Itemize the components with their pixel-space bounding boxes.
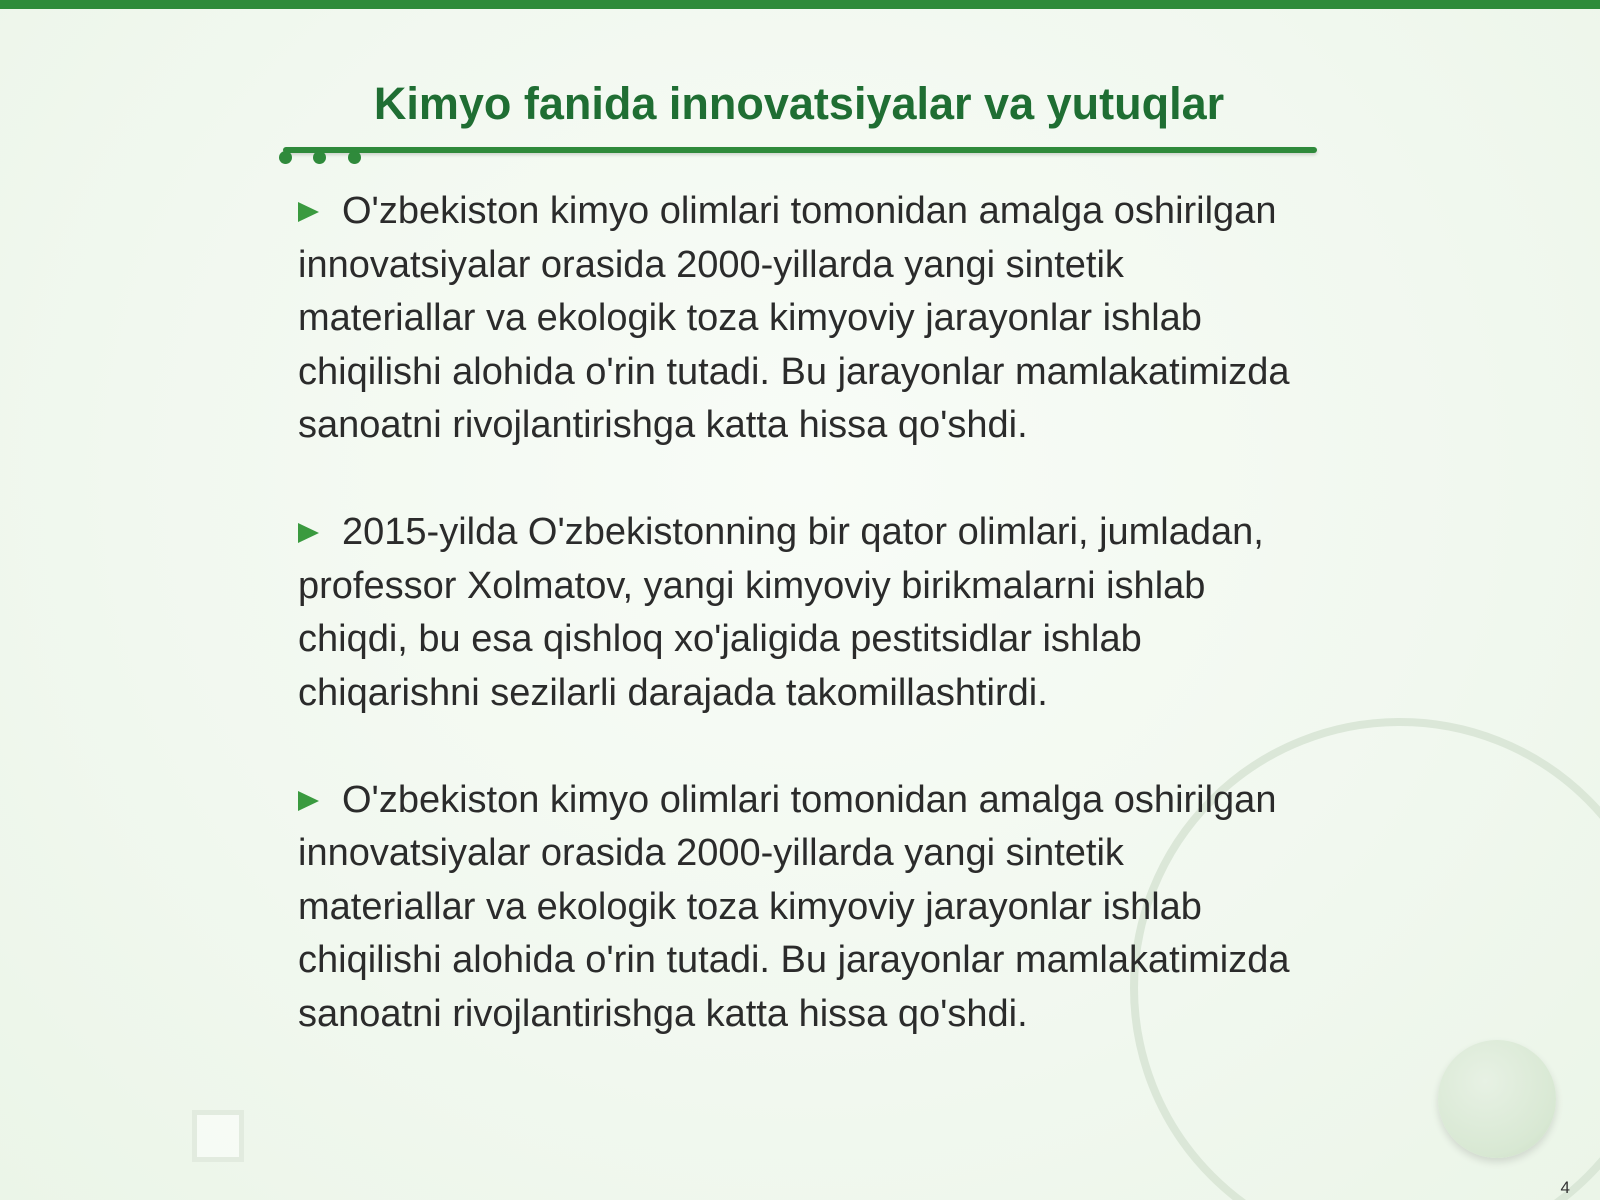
slide-title: Kimyo fanida innovatsiyalar va yutuqlar — [373, 78, 1225, 129]
bullet-list — [298, 185, 1308, 1095]
triangle-bullet-icon — [298, 202, 319, 222]
underline-dot — [313, 151, 326, 164]
underline-dot — [348, 151, 361, 164]
triangle-bullet-icon — [298, 523, 319, 543]
triangle-bullet-icon — [298, 791, 319, 811]
bullet-paragraph — [298, 506, 1308, 720]
bullet-text: O'zbekiston kimyo olimlari tomonidan amalga oshirilgan innovatsiyalar orasida 2000-yillarda yangi sintetik materiallar va ekologik toza kimyoviy jarayonlar ishlab chiqilishi alohida o'rin tutadi. Bu jarayonlar mamlakatimizda sanoatni rivojlantirishga katta hissa qo'shdi. — [298, 778, 1290, 1035]
underline-dot — [279, 151, 292, 164]
bullet-text: O'zbekiston kimyo olimlari tomonidan amalga oshirilgan innovatsiyalar orasida 2000-yillarda yangi sintetik materiallar va ekologik toza kimyoviy jarayonlar ishlab chiqilishi alohida o'rin tutadi. Bu jarayonlar mamlakatimizda sanoatni rivojlantirishga katta hissa qo'shdi. — [298, 190, 1290, 446]
decorative-circle — [1438, 1040, 1556, 1158]
page-number: 4 — [1560, 1178, 1570, 1197]
bullet-paragraph — [298, 185, 1308, 453]
bullet-paragraph — [298, 774, 1308, 1042]
bullet-text: 2015-yilda O'zbekistonning bir qator olimlari, jumladan, professor Xolmatov, yangi kimyoviy birikmalarni ishlab chiqdi, bu esa qishloq xo'jaligida pestitsidlar ishlab chiqarishni sezilarli darajada takomillashtirdi. — [298, 511, 1264, 714]
title-underline — [283, 147, 1317, 153]
decorative-square — [192, 1110, 244, 1162]
top-accent-bar — [0, 0, 1600, 9]
